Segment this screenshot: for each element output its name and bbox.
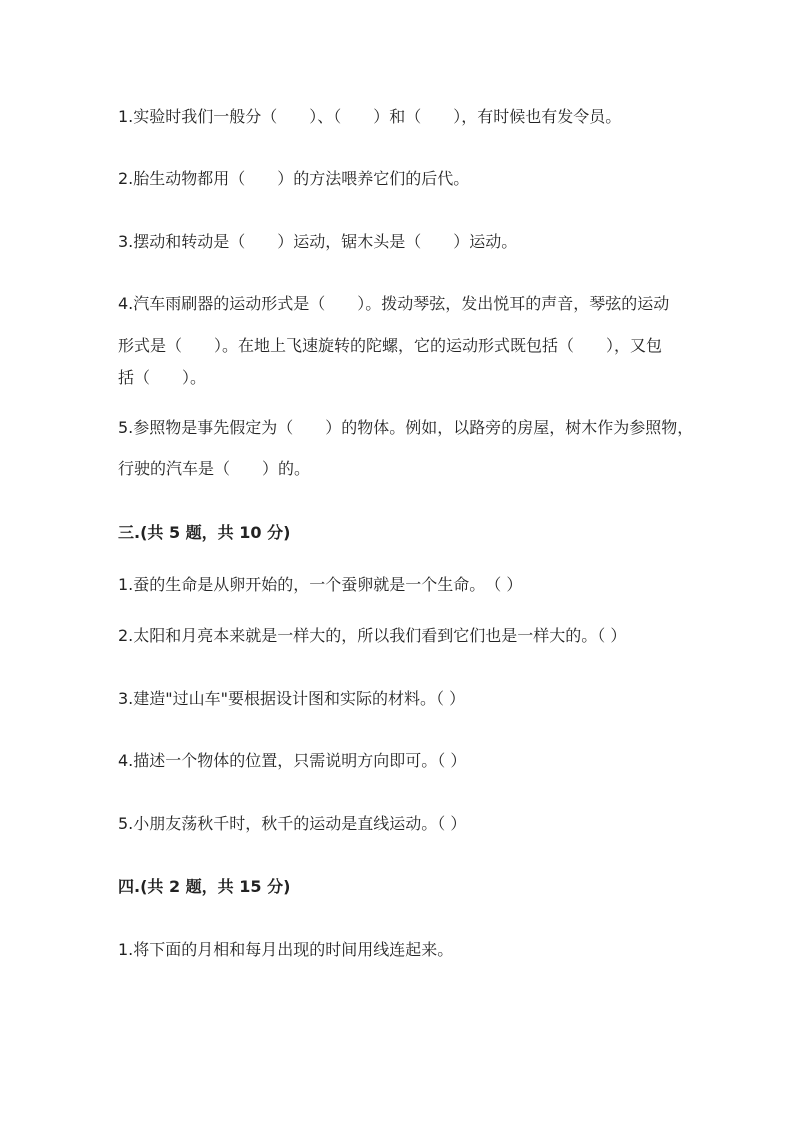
fill-blank-question-3: 3.摆动和转动是（ ）运动，锯木头是（ ）运动。 xyxy=(118,232,518,251)
true-false-question-5: 5.小朋友荡秋千时，秋千的运动是直线运动。（ ） xyxy=(118,814,467,833)
true-false-question-2: 2.太阳和月亮本来就是一样大的，所以我们看到它们也是一样大的。（ ） xyxy=(118,626,627,645)
matching-question-1: 1.将下面的月相和每月出现的时间用线连起来。 xyxy=(118,940,454,959)
fill-blank-question-4-line-3: 括（ ）。 xyxy=(118,368,207,387)
fill-blank-question-5-line-2: 行驶的汽车是（ ）的。 xyxy=(118,459,311,478)
true-false-question-1: 1.蚕的生命是从卵开始的，一个蚕卵就是一个生命。 （ ） xyxy=(118,575,523,594)
fill-blank-question-4-line-2: 形式是（ ）。在地上飞速旋转的陀螺，它的运动形式既包括（ ），又包 xyxy=(118,336,663,355)
fill-blank-question-2: 2.胎生动物都用（ ）的方法喂养它们的后代。 xyxy=(118,169,470,188)
section-3-heading: 三.(共 5 题，共 10 分) xyxy=(118,523,291,542)
section-4-heading: 四.(共 2 题，共 15 分) xyxy=(118,877,291,896)
true-false-question-4: 4.描述一个物体的位置，只需说明方向即可。（ ） xyxy=(118,751,467,770)
fill-blank-question-1: 1.实验时我们一般分（ ）、（ ）和（ ），有时候也有发令员。 xyxy=(118,107,622,126)
fill-blank-question-4-line-1: 4.汽车雨刷器的运动形式是（ ）。拨动琴弦，发出悦耳的声音，琴弦的运动 xyxy=(118,294,670,313)
fill-blank-question-5-line-1: 5.参照物是事先假定为（ ）的物体。例如，以路旁的房屋，树木作为参照物， xyxy=(118,418,694,437)
true-false-question-3: 3.建造"过山车"要根据设计图和实际的材料。（ ） xyxy=(118,689,466,708)
